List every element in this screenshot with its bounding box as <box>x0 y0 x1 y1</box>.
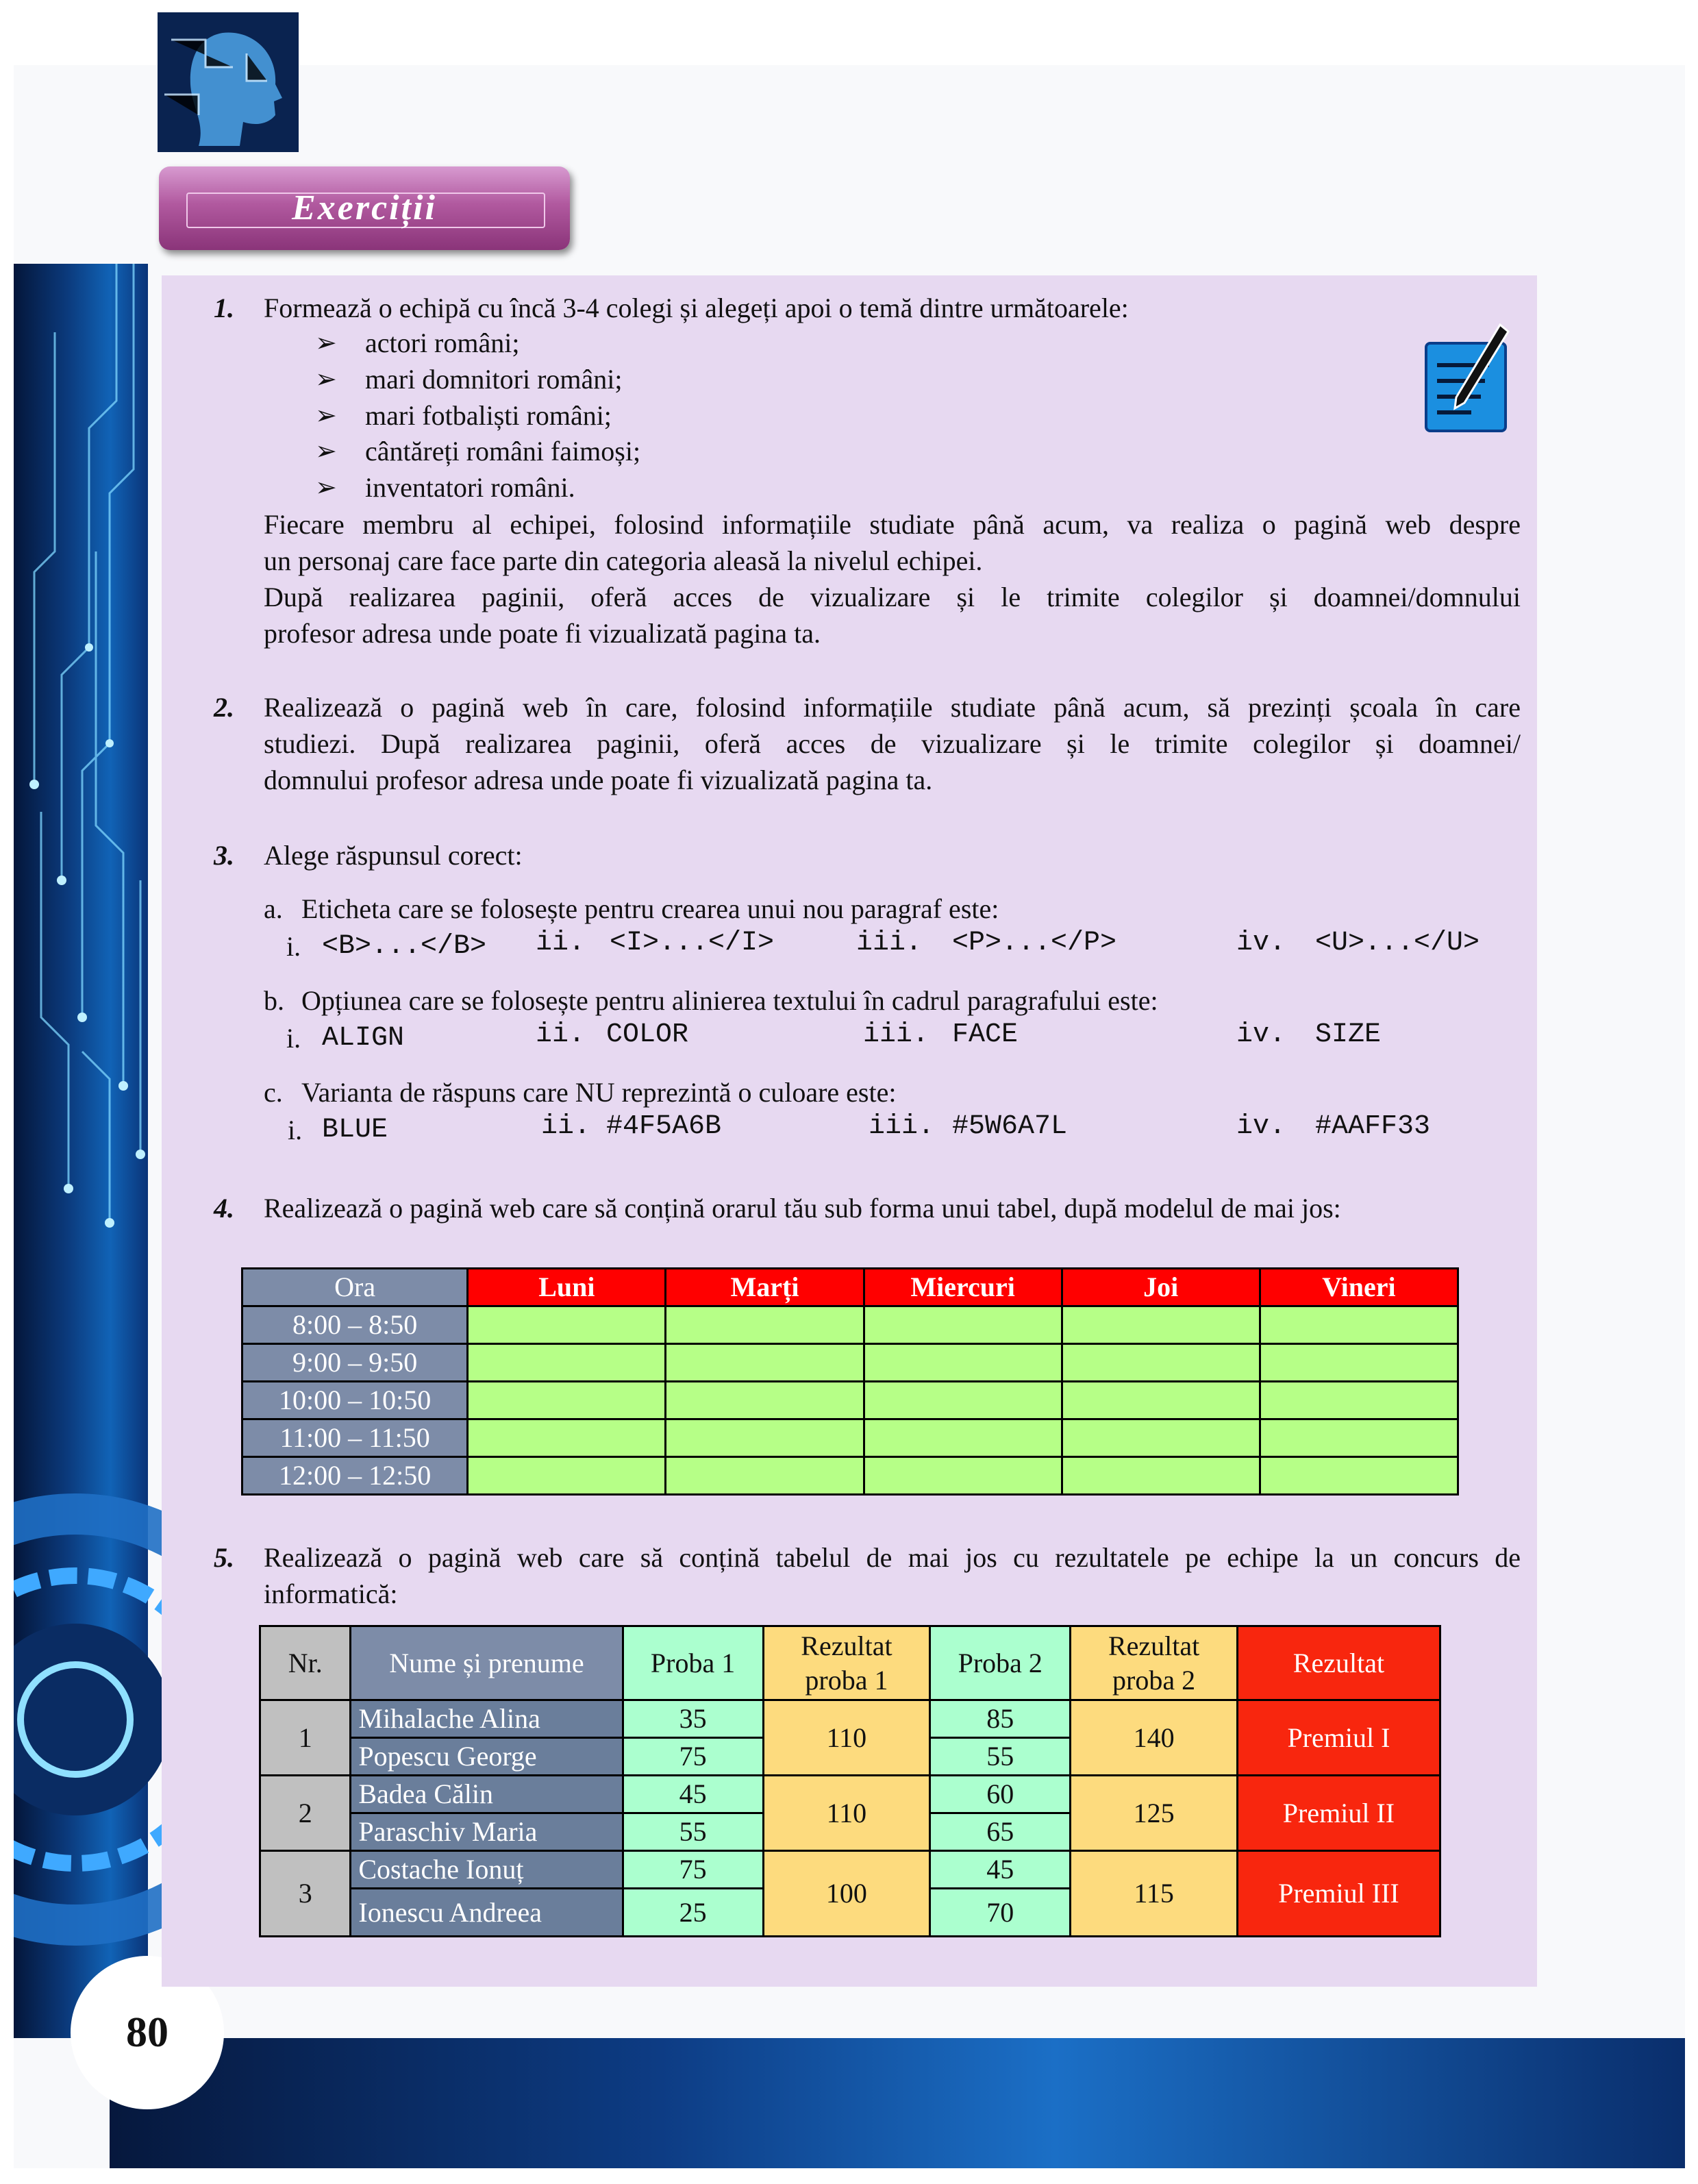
question-c-label: c. <box>264 1077 283 1108</box>
empty-cell <box>1062 1419 1260 1457</box>
table-row <box>260 1851 1440 1889</box>
results-header-row <box>260 1626 1440 1700</box>
header-proba-1: Proba 1 <box>623 1626 763 1700</box>
theme-item: mari domnitori români; <box>365 364 623 395</box>
exercise-1-number: 1. <box>214 293 234 323</box>
score-proba-2: 60 <box>930 1776 1071 1813</box>
score-proba-2: 45 <box>930 1851 1071 1889</box>
team-result-proba-1: 100 <box>763 1851 930 1937</box>
exercise-1-paragraph-2: După realizarea paginii, oferă acces de vizualizare și le trimite colegilor și doamnei/domnului <box>264 582 1521 612</box>
option-value: <P>...</P> <box>952 928 1117 958</box>
exercise-2-line: studiezi. După realizarea paginii, oferă acces de vizualizare și le trimite colegilor și doamnei/ <box>264 728 1521 759</box>
team-result-proba-1: 110 <box>763 1776 930 1851</box>
table-row <box>260 1700 1440 1738</box>
header-cell: Ora <box>242 1269 468 1306</box>
time-cell: 9:00 – 9:50 <box>242 1344 468 1382</box>
option-value: COLOR <box>606 1019 689 1050</box>
score-proba-2: 85 <box>930 1700 1071 1738</box>
score-proba-2: 70 <box>930 1889 1071 1937</box>
score-proba-1: 45 <box>623 1776 763 1813</box>
option-label: iv. <box>1236 1111 1286 1142</box>
option-label: iv. <box>1236 928 1286 958</box>
timetable-row <box>242 1419 1458 1457</box>
header-cell: Miercuri <box>864 1269 1062 1306</box>
option-label: ii. <box>541 1111 591 1142</box>
exercise-1-paragraph-1: Fiecare membru al echipei, folosind informațiile studiate până acum, va realiza o pagină web despre <box>264 509 1521 540</box>
theme-item: actori români; <box>365 327 520 358</box>
empty-cell <box>666 1306 864 1344</box>
exercise-3-number: 3. <box>214 840 234 871</box>
header-nr: Nr. <box>260 1626 351 1700</box>
empty-cell <box>468 1457 666 1495</box>
empty-cell <box>1260 1419 1458 1457</box>
header-line: proba 2 <box>1112 1664 1196 1696</box>
empty-cell <box>666 1419 864 1457</box>
option-value: FACE <box>952 1019 1019 1050</box>
score-proba-2: 65 <box>930 1813 1071 1851</box>
empty-cell <box>1260 1457 1458 1495</box>
option-label: ii. <box>536 928 586 958</box>
exercise-2-number: 2. <box>214 692 234 723</box>
member-name: Ionescu Andreea <box>351 1889 623 1937</box>
question-a-text: Eticheta care se folosește pentru crearea unui nou paragraf este: <box>301 893 999 924</box>
question-a-label: a. <box>264 893 283 924</box>
empty-cell <box>864 1382 1062 1419</box>
time-cell: 11:00 – 11:50 <box>242 1419 468 1457</box>
section-title: Exerciții <box>292 188 437 227</box>
member-name: Mihalache Alina <box>351 1700 623 1738</box>
team-result-proba-2: 115 <box>1071 1851 1238 1937</box>
timetable-row <box>242 1382 1458 1419</box>
empty-cell <box>864 1344 1062 1382</box>
empty-cell <box>468 1344 666 1382</box>
header-cell: Luni <box>468 1269 666 1306</box>
option-label: i. <box>286 931 301 962</box>
header-line: Rezultat <box>1108 1630 1200 1661</box>
option-label: i. <box>288 1115 303 1145</box>
team-result-proba-2: 125 <box>1071 1776 1238 1851</box>
empty-cell <box>1062 1344 1260 1382</box>
empty-cell <box>1260 1306 1458 1344</box>
score-proba-1: 35 <box>623 1700 763 1738</box>
header-proba-2: Proba 2 <box>930 1626 1071 1700</box>
bullet-arrow-icon: ➢ <box>315 436 337 466</box>
notepad-pencil-icon <box>1423 321 1511 440</box>
team-prize: Premiul I <box>1237 1700 1440 1776</box>
option-label: iv. <box>1236 1019 1286 1050</box>
empty-cell <box>666 1382 864 1419</box>
exercise-5-line: informatică: <box>264 1578 398 1609</box>
header-line: proba 1 <box>805 1664 888 1696</box>
option-value: ALIGN <box>322 1023 405 1054</box>
exercise-4-text: Realizează o pagină web care să conțină orarul tău sub forma unui tabel, după modelul de mai jos: <box>264 1193 1341 1224</box>
option-label: ii. <box>536 1019 586 1050</box>
empty-cell <box>864 1419 1062 1457</box>
score-proba-1: 55 <box>623 1813 763 1851</box>
header-cell: Vineri <box>1260 1269 1458 1306</box>
empty-cell <box>1062 1306 1260 1344</box>
option-value: #AAFF33 <box>1315 1111 1431 1142</box>
option-label: iii. <box>863 1019 929 1050</box>
empty-cell <box>468 1306 666 1344</box>
question-c-text: Varianta de răspuns care NU reprezintă o culoare este: <box>301 1077 897 1108</box>
option-value: BLUE <box>322 1115 388 1145</box>
option-label: iii. <box>856 928 923 958</box>
question-b-text: Opțiunea care se folosește pentru alinierea textului în cadrul paragrafului este: <box>301 985 1158 1016</box>
exercise-5-line: Realizează o pagină web care să conțină tabelul de mai jos cu rezultatele pe echipe la un concurs de <box>264 1542 1521 1573</box>
exercise-1-paragraph-2-end: profesor adresa unde poate fi vizualizată pagina ta. <box>264 618 821 649</box>
header-name: Nume și prenume <box>351 1626 623 1700</box>
team-number: 1 <box>260 1700 351 1776</box>
header-rezultat-proba-2 <box>1071 1626 1238 1700</box>
theme-item: inventatori români. <box>365 472 575 503</box>
bullet-arrow-icon: ➢ <box>315 364 337 394</box>
timetable-row <box>242 1457 1458 1495</box>
time-cell: 12:00 – 12:50 <box>242 1457 468 1495</box>
time-cell: 10:00 – 10:50 <box>242 1382 468 1419</box>
score-proba-1: 75 <box>623 1851 763 1889</box>
exercise-3-intro: Alege răspunsul corect: <box>264 840 523 871</box>
team-prize: Premiul III <box>1237 1851 1440 1937</box>
option-value: SIZE <box>1315 1019 1382 1050</box>
bottom-decoration-bar <box>110 2038 1685 2168</box>
score-proba-2: 55 <box>930 1738 1071 1776</box>
header-cell: Joi <box>1062 1269 1260 1306</box>
table-row <box>260 1776 1440 1813</box>
timetable-row <box>242 1306 1458 1344</box>
results-table <box>259 1625 1441 1937</box>
option-label: iii. <box>869 1111 935 1142</box>
team-number: 3 <box>260 1851 351 1937</box>
empty-cell <box>1260 1382 1458 1419</box>
empty-cell <box>1062 1457 1260 1495</box>
option-value: #4F5A6B <box>606 1111 722 1142</box>
option-value: <U>...</U> <box>1315 928 1480 958</box>
theme-item: cântăreți români faimoși; <box>365 436 641 467</box>
exercise-2-line: domnului profesor adresa unde poate fi vizualizată pagina ta. <box>264 765 933 795</box>
header-rezultat: Rezultat <box>1237 1626 1440 1700</box>
page-number: 80 <box>126 2009 168 2056</box>
timetable-header-row <box>242 1269 1458 1306</box>
time-cell: 8:00 – 8:50 <box>242 1306 468 1344</box>
option-value: <I>...</I> <box>610 928 775 958</box>
bullet-arrow-icon: ➢ <box>315 400 337 430</box>
empty-cell <box>468 1382 666 1419</box>
exercise-2-line: Realizează o pagină web în care, folosind informațiile studiate până acum, să prezinți școala în care <box>264 692 1521 723</box>
team-prize: Premiul II <box>1237 1776 1440 1851</box>
question-b-label: b. <box>264 985 284 1016</box>
bullet-arrow-icon: ➢ <box>315 472 337 502</box>
team-result-proba-2: 140 <box>1071 1700 1238 1776</box>
member-name: Badea Călin <box>351 1776 623 1813</box>
option-value: #5W6A7L <box>952 1111 1068 1142</box>
option-label: i. <box>286 1023 301 1054</box>
exercise-5-number: 5. <box>214 1542 234 1573</box>
score-proba-1: 75 <box>623 1738 763 1776</box>
member-name: Costache Ionuț <box>351 1851 623 1889</box>
team-number: 2 <box>260 1776 351 1851</box>
header-rezultat-proba-1 <box>763 1626 930 1700</box>
exercise-1-paragraph-1-end: un personaj care face parte din categoria aleasă la nivelul echipei. <box>264 545 983 576</box>
empty-cell <box>1062 1382 1260 1419</box>
score-proba-1: 25 <box>623 1889 763 1937</box>
team-result-proba-1: 110 <box>763 1700 930 1776</box>
option-value: <B>...</B> <box>322 931 487 962</box>
empty-cell <box>864 1306 1062 1344</box>
header-line: Rezultat <box>801 1630 892 1661</box>
empty-cell <box>864 1457 1062 1495</box>
member-name: Popescu George <box>351 1738 623 1776</box>
timetable <box>241 1267 1459 1496</box>
exercise-1-intro: Formează o echipă cu încă 3-4 colegi și alegeți apoi o temă dintre următoarele: <box>264 293 1129 323</box>
header-cell: Marți <box>666 1269 864 1306</box>
timetable-row <box>242 1344 1458 1382</box>
exercise-4-number: 4. <box>214 1193 234 1224</box>
theme-item: mari fotbaliști români; <box>365 400 612 431</box>
bullet-arrow-icon: ➢ <box>315 327 337 358</box>
empty-cell <box>666 1344 864 1382</box>
member-name: Paraschiv Maria <box>351 1813 623 1851</box>
empty-cell <box>666 1457 864 1495</box>
ai-head-logo <box>158 12 299 152</box>
empty-cell <box>1260 1344 1458 1382</box>
empty-cell <box>468 1419 666 1457</box>
